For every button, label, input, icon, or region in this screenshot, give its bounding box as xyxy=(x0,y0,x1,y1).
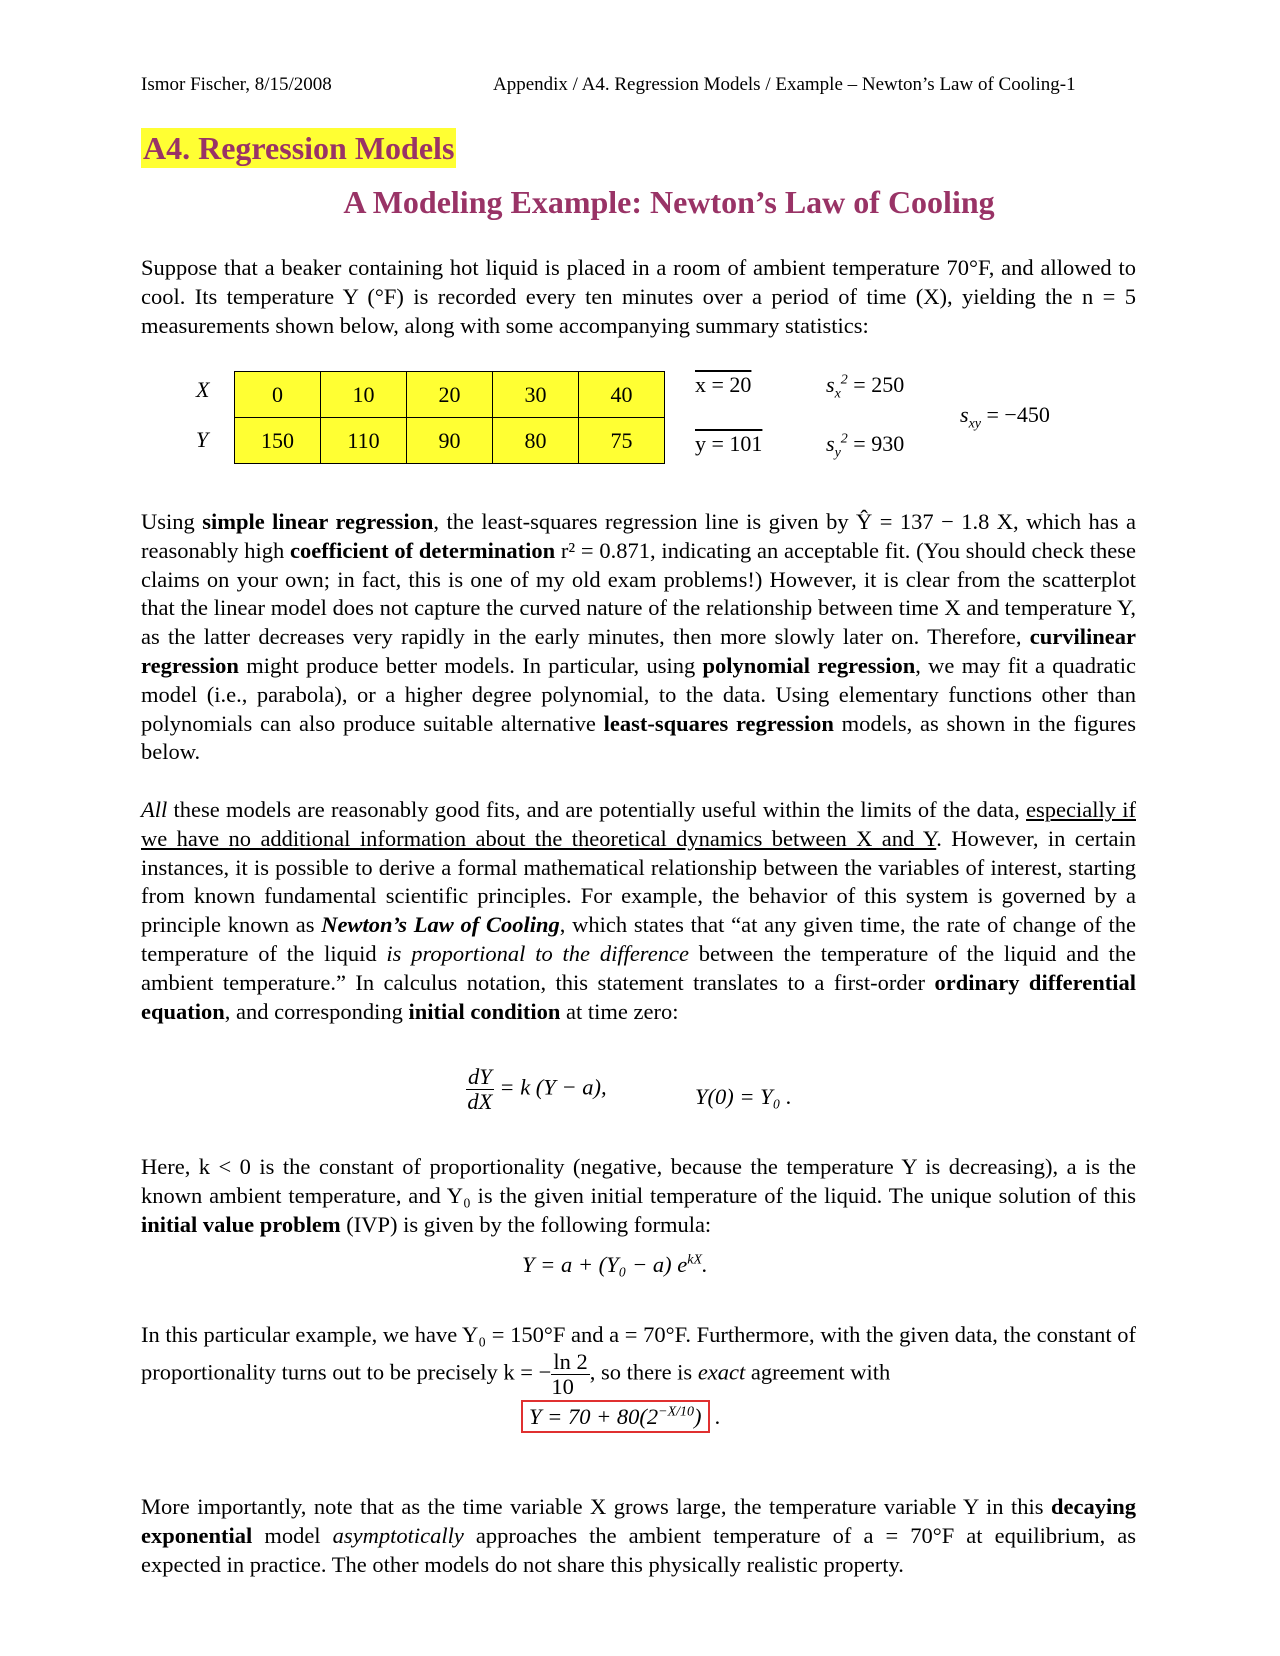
x-cell: 20 xyxy=(407,372,493,418)
initial-condition: Y(0) = Y₀ . xyxy=(695,1084,792,1109)
page-title: A Modeling Example: Newton’s Law of Cooling xyxy=(343,184,995,220)
ode-equation xyxy=(466,1065,607,1114)
header-author-date: Ismor Fischer, 8/15/2008 xyxy=(141,74,332,95)
stat-sy2-value: = 930 xyxy=(853,431,905,456)
ivp-paragraph: Here, k < 0 is the constant of proportionality (negative, because the temperature Y is decreasing), a is the known ambient temperature, and Y₀ is the given initial temperature of the liquid. The unique solution of this initial value problem (IVP) is given by the following formula: xyxy=(141,1154,1136,1237)
newton-law-paragraph: All these models are reasonably good fits, and are potentially useful within the limits of the data, especially if we have no additional information about the theoretical dynamics between X and Y. However, in certain instances, it is possible to derive a formal mathematical relationship between the variables of interest, starting from known fundamental scientific principles. For example, the behavior of this system is governed by a principle known as Newton’s Law of Cooling, which states that “at any given time, the rate of change of the temperature of the liquid is proportional to the difference between the temperature of the liquid and the ambient temperature.” In calculus notation, this statement translates to a first-order ordinary differential equation, and corresponding initial condition at time zero: xyxy=(141,797,1137,1024)
stat-sy2: $s_y^2 = 930$ xyxy=(826,431,905,461)
y-cell: 80 xyxy=(493,418,579,464)
example-paragraph: In this particular example, we have Y₀ = 150°F and a = 70°F. Furthermore, with the given data, the constant of proportionality turns out to be precisely k = − $\frac{\ln 2}{10}$ , so there is exact agreement with xyxy=(141,1322,1136,1399)
y-cell: 110 xyxy=(321,418,407,464)
table-x-label: X xyxy=(196,377,210,402)
table-row xyxy=(235,418,665,464)
data-table xyxy=(234,371,665,464)
stat-sxy-value: = −450 xyxy=(986,402,1050,427)
x-cell: 40 xyxy=(579,372,665,418)
stat-xbar xyxy=(695,372,751,398)
final-model: $Y = 70 + 80(2^{-X/10})$ . xyxy=(521,1404,721,1430)
section-title: A4. Regression Models xyxy=(143,130,455,166)
final-model-box: $Y = 70 + 80(2^{-X/10})$ xyxy=(521,1400,710,1433)
table-y-label: Y xyxy=(196,427,209,452)
x-cell: 30 xyxy=(493,372,579,418)
y-cell: 75 xyxy=(579,418,665,464)
regression-paragraph: Using simple linear regression, the least-squares regression line is given by Ŷ = 137 − 1.8 X, which has a reasonably high coefficient of determination r² = 0.871, indicating an acceptable fit. (You should check these claims on your own; in fact, this is one of my old exam problems!) However, it is clear from the scatterplot that the linear model does not capture the curved nature of the relationship between time X and temperature Y, as the latter decreases very rapidly in the early minutes, then more slowly later on. Therefore, curvilinear regression might produce better models. In particular, using polynomial regression, we may fit a quadratic model (i.e., parabola), or a higher degree polynomial, to the data. Using elementary functions other than polynomials can also produce suitable alternative least-squares regression models, as shown in the figures below. xyxy=(141,509,1137,765)
stat-xbar-text: x = 20 xyxy=(695,372,752,397)
header-running-title: Appendix / A4. Regression Models / Example – Newton’s Law of Cooling-1 xyxy=(493,74,1076,95)
general-solution: Y = a + (Y₀ − a) $e^{kX}$. xyxy=(522,1252,708,1277)
stat-ybar xyxy=(695,431,762,457)
ode-rhs: = k (Y − a), xyxy=(499,1074,607,1100)
stat-sx2: $s_x^2 = 250$ xyxy=(826,372,905,402)
stat-ybar-text: y = 101 xyxy=(695,431,763,456)
intro-paragraph: Suppose that a beaker containing hot liquid is placed in a room of ambient temperature 70°F, and allowed to cool. Its temperature Y (°F) is recorded every ten minutes over a period of time (X), yielding the n = 5 measurements shown below, along with some accompanying summary statistics: xyxy=(141,255,1136,338)
table-row xyxy=(235,372,665,418)
stat-sx2-value: = 250 xyxy=(853,372,905,397)
ln2-fraction: $\frac{\ln 2}{10}$ xyxy=(551,1348,588,1399)
y-cell: 150 xyxy=(235,418,321,464)
x-cell: 10 xyxy=(321,372,407,418)
x-cell: 0 xyxy=(235,372,321,418)
y-cell: 90 xyxy=(407,418,493,464)
conclusion-paragraph: More importantly, note that as the time variable X grows large, the temperature variable Y in this decaying exponential model asymptotically approaches the ambient temperature of a = 70°F at equilibrium, as expected in practice. The other models do not share this physically realistic property. xyxy=(141,1494,1136,1577)
stat-sxy: $s_{xy} = -450$ xyxy=(960,402,1050,432)
ode-fraction: $\frac{dY}{dX}$ xyxy=(467,1064,493,1114)
